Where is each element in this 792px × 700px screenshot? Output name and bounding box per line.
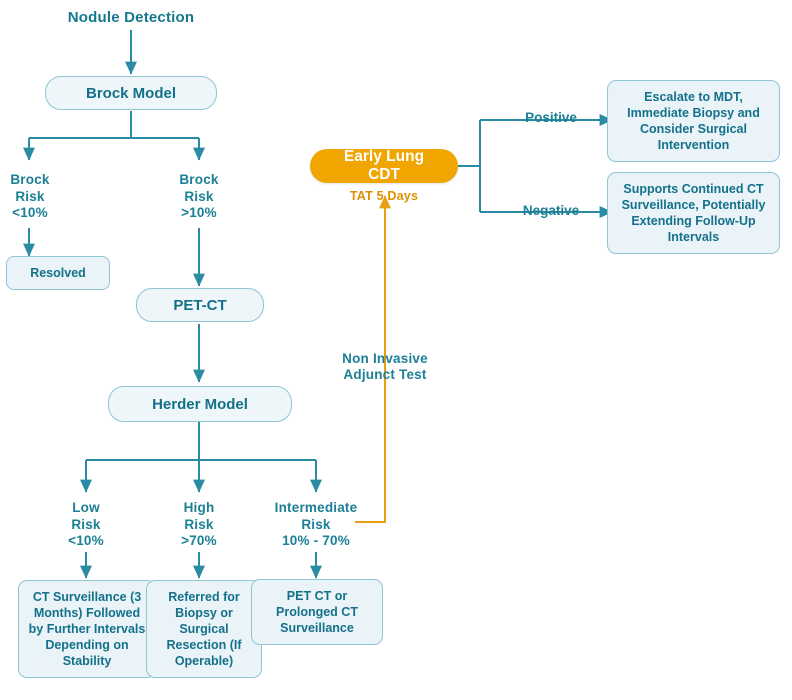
node-referred-biopsy[interactable]	[156, 580, 252, 678]
node-ct-surveillance[interactable]	[28, 580, 146, 678]
node-high-risk	[169, 494, 229, 556]
brock-risk-high-line1: Brock	[179, 172, 219, 188]
node-supports-surveillance[interactable]	[617, 178, 770, 248]
brock-risk-low-line3: <10%	[12, 205, 48, 221]
early-lung-cdt-tat: TAT 5 Days	[349, 189, 419, 203]
node-low-risk	[56, 494, 116, 556]
edge-label-negative: Negative	[522, 203, 580, 218]
pet-ct-label: PET-CT	[136, 288, 264, 322]
node-herder-model[interactable]	[123, 386, 277, 422]
node-pet-ct-or-prolonged[interactable]	[261, 580, 373, 644]
ct-surveillance-label: CT Surveillance (3 Months) Followed by Further Intervals Depending on Stability	[18, 580, 156, 678]
high-risk-line3: >70%	[181, 533, 217, 549]
resolved-label: Resolved	[6, 256, 110, 290]
pet-ct-or-prolonged-label: PET CT or Prolonged CT Surveillance	[251, 579, 383, 645]
early-lung-cdt-label: Early Lung CDT	[310, 149, 458, 183]
high-risk-line2: Risk	[184, 516, 214, 532]
low-risk-line3: <10%	[68, 533, 104, 549]
node-brock-model[interactable]	[60, 76, 202, 110]
non-invasive-line2: Adjunct Test	[343, 367, 427, 382]
low-risk-line2: Risk	[71, 516, 101, 532]
brock-model-label: Brock Model	[45, 76, 217, 110]
brock-risk-low-line1: Brock	[10, 172, 50, 188]
label-non-invasive-adjunct-test	[325, 347, 445, 387]
low-risk-line1: Low	[72, 500, 100, 516]
high-risk-line1: High	[183, 500, 215, 516]
escalate-mdt-label: Escalate to MDT, Immediate Biopsy and Consider Surgical Intervention	[607, 80, 780, 162]
node-nodule-detection: Nodule Detection	[67, 8, 195, 26]
node-brock-risk-high	[169, 166, 229, 228]
node-early-lung-cdt[interactable]	[310, 149, 458, 183]
intermediate-risk-line3: 10% - 70%	[282, 533, 350, 549]
node-brock-risk-low	[0, 166, 60, 228]
non-invasive-line1: Non Invasive	[342, 350, 428, 366]
brock-risk-high-line2: Risk	[184, 188, 214, 204]
node-escalate-mdt[interactable]	[617, 86, 770, 156]
intermediate-risk-line1: Intermediate	[274, 500, 358, 516]
brock-risk-low-line2: Risk	[15, 188, 45, 204]
referred-biopsy-label: Referred for Biopsy or Surgical Resection (If Operable)	[146, 580, 262, 678]
node-pet-ct[interactable]	[151, 288, 249, 322]
supports-surveillance-label: Supports Continued CT Surveillance, Potentially Extending Follow-Up Intervals	[607, 172, 780, 254]
brock-risk-high-line3: >10%	[181, 205, 217, 221]
intermediate-risk-line2: Risk	[301, 516, 331, 532]
node-resolved[interactable]	[16, 258, 100, 288]
herder-model-label: Herder Model	[108, 386, 292, 422]
node-intermediate-risk	[258, 494, 374, 556]
edge-label-positive: Positive	[525, 110, 577, 125]
